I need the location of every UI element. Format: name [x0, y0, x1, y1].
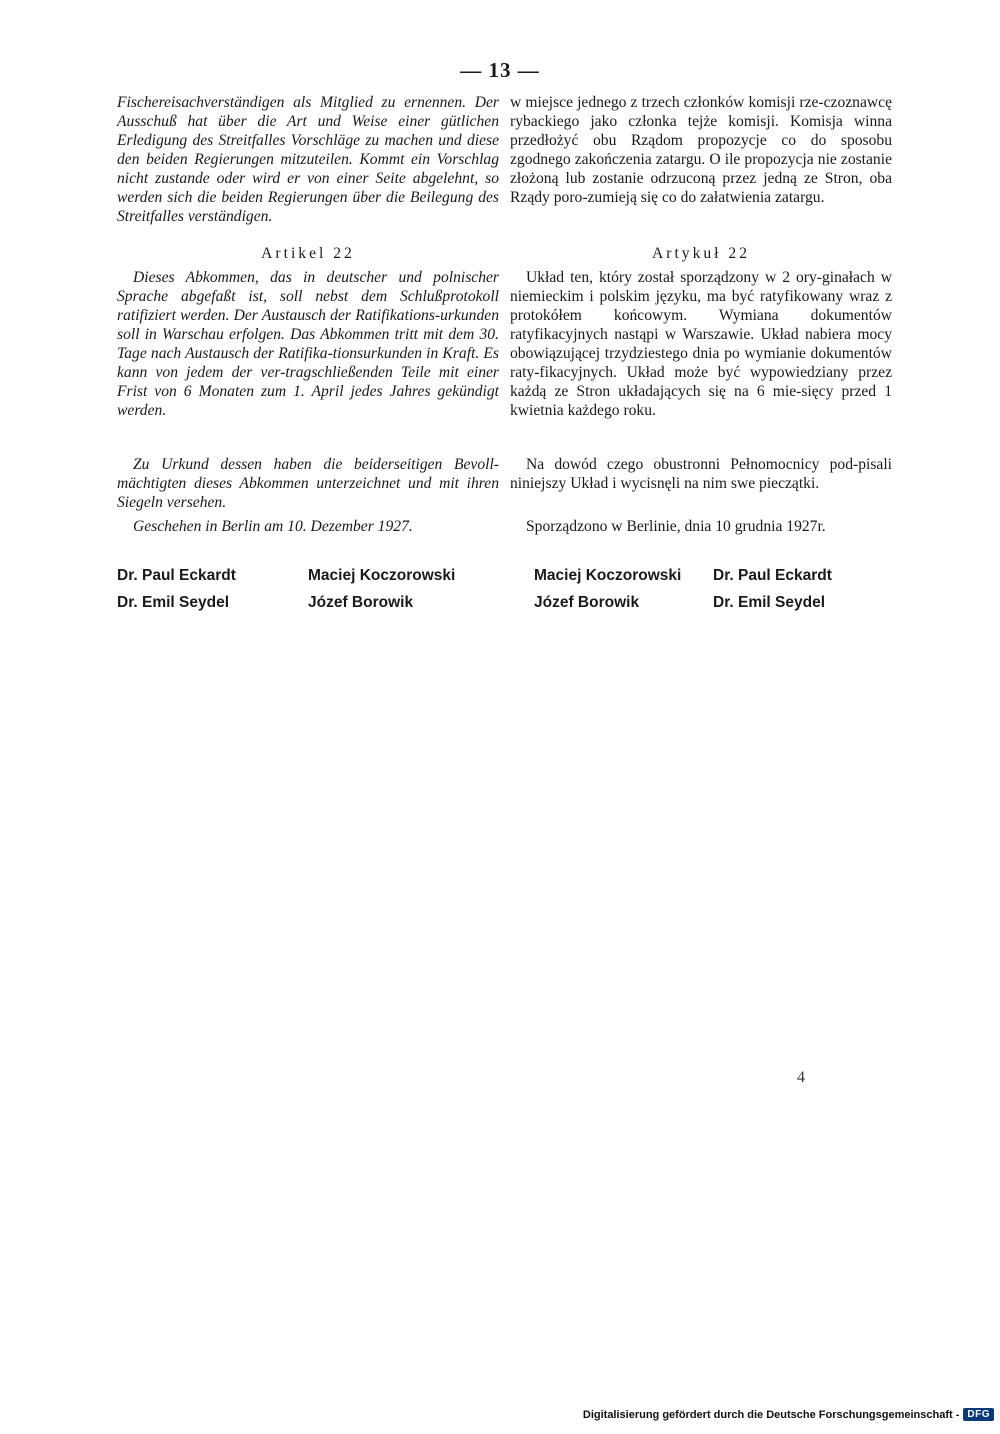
polish-witness-block [510, 455, 892, 493]
signature-row [534, 589, 892, 616]
page-number: — 13 — [460, 58, 540, 82]
polish-place-date: Sporządzono w Berlinie, dnia 10 grudnia 1927r. [526, 518, 826, 535]
german-article-block [117, 268, 499, 420]
signature: Dr. Emil Seydel [117, 593, 229, 611]
signature: Maciej Koczorowski [534, 566, 682, 584]
german-article-text: Dieses Abkommen, das in deutscher und polnischer Sprache abgefaßt ist, soll nebst dem Schlußprotokoll ratifiziert werden. Der Austausch der Ratifikations-urkunden soll in Warschau erfolgen. Das Abkommen tritt mit dem 30. Tage nach Austausch der Ratifika-tionsurkunden in Kraft. Es kann von jedem der ver-tragschließenden Teile mit einer Frist von 6 Monaten zum 1. April jedes Jahres gekündigt werden. [117, 269, 499, 419]
polish-witness-clause: Na dowód czego obustronni Pełnomocnicy pod-pisali niniejszy Układ i wycisnęli na nim swe pieczątki. [510, 456, 892, 492]
german-place-date-block [117, 517, 499, 536]
signature-row [117, 589, 499, 616]
german-place-date: Geschehen in Berlin am 10. Dezember 1927. [133, 518, 413, 535]
german-article-heading: Artikel 22 [261, 245, 355, 262]
german-intro-paragraph: Fischereisachverständigen als Mitglied zu ernennen. Der Ausschuß hat über die Art und Weise einer gütlichen Erledigung des Streitfalles Vorschläge zu machen und diese den beiden Regierungen mitzuteilen. Kommt ein Vorschlag nicht zustande oder wird er von einer Seite abgelehnt, so werden sich die beiden Regierungen über die Beilegung des Streitfalles verständigen. [117, 94, 499, 225]
german-witness-clause: Zu Urkund dessen haben die beiderseitigen Bevoll-mächtigten dieses Abkommen unterzeichnet und mit ihren Siegeln versehen. [117, 456, 499, 511]
polish-article-text: Układ ten, który został sporządzony w 2 ory-ginałach w niemieckim i polskim języku, ma być ratyfikowany wraz z protokółem końcowym. Wymiana dokumentów ratyfikacyjnych nastąpi w Warszawie. Układ nabiera mocy obowiązującej trzydziestego dnia po wymianie dokumentów raty-fikacyjnych. Układ może być wypowiedziany przez każdą ze Stron układających się na 6 mie-sięcy przed 1 kwietnia każdego roku. [510, 269, 892, 419]
polish-intro-paragraph: w miejsce jednego z trzech członków komisji rze-czoznawcę rybackiego jako członka tejże komisji. Komisja winna przedłożyć obu Rządom propozycje co do sposobu zgodnego zakończenia zatargu. O ile propozycja nie zostanie złożoną lub zostanie odrzuconą przez jedną ze Stron, oba Rządy poro-zumieją się co do załatwienia zatargu. [510, 94, 892, 206]
signature: Józef Borowik [308, 593, 414, 611]
dfg-logo-icon: DFG [963, 1408, 994, 1421]
signature-row [534, 562, 892, 589]
signature: Dr. Emil Seydel [713, 593, 825, 611]
signature-row [117, 562, 499, 589]
polish-intro-block [510, 93, 892, 207]
signature: Dr. Paul Eckardt [713, 566, 832, 584]
polish-place-date-block [510, 517, 892, 536]
signature: Józef Borowik [534, 593, 640, 611]
signature: Maciej Koczorowski [308, 566, 456, 584]
sheet-mark: 4 [797, 1069, 805, 1086]
german-signatures [117, 562, 499, 616]
german-witness-block [117, 455, 499, 512]
credit-text: Digitalisierung gefördert durch die Deutsche Forschungsgemeinschaft - [582, 1408, 960, 1421]
polish-article-heading: Artykuł 22 [651, 245, 750, 262]
polish-signatures [534, 562, 892, 616]
signature: Dr. Paul Eckardt [117, 566, 236, 584]
digitization-credit [583, 1408, 994, 1421]
german-intro-block [117, 93, 499, 226]
polish-article-block [510, 268, 892, 420]
